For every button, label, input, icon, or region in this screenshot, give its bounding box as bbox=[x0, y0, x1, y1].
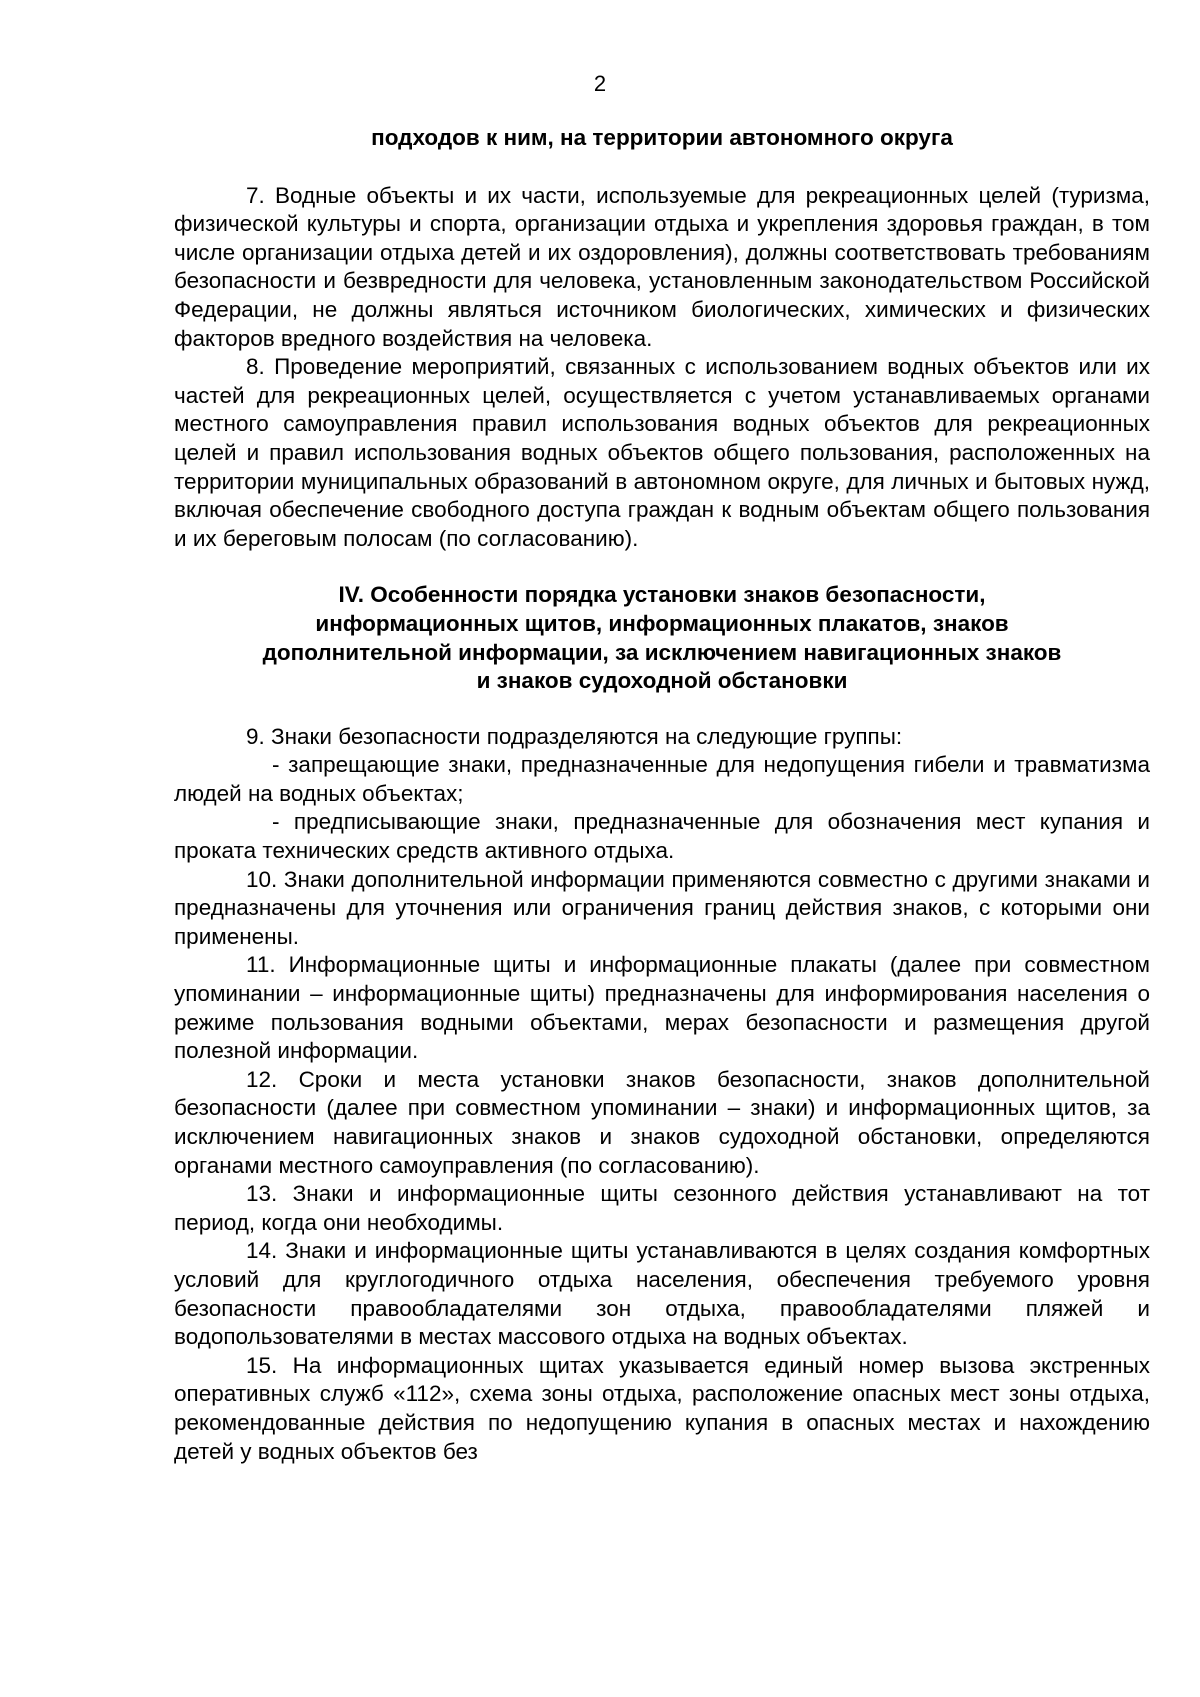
paragraph-group-signs bbox=[174, 723, 1150, 1466]
paragraph-8: 8. Проведение мероприятий, связанных с использованием водных объектов или их частей для рекреационных целей, осуществляется с учетом устанавливаемых органами местного самоуправления правил использования водных объектов для рекреационных целей и правил использования водных объектов общего пользования, расположенных на территории муниципальных образований в автономном округе, для личных и бытовых нужд, включая обеспечение свободного доступа граждан к водным объектам общего пользования и их береговым полосам (по согласованию). bbox=[174, 354, 1150, 551]
section-heading-continued: подходов к ним, на территории автономного округа bbox=[371, 125, 953, 150]
paragraph-group-recreation bbox=[174, 182, 1150, 554]
document-body bbox=[174, 124, 1150, 1466]
section-iv-heading-line: и знаков судоходной обстановки bbox=[476, 668, 848, 694]
paragraph-13: 13. Знаки и информационные щиты сезонного действия устанавливают на тот период, когда они необходимы. bbox=[174, 1181, 1150, 1235]
list-item-prescriptive-signs: - предписывающие знаки, предназначенные для обозначения мест купания и проката технических средств активного отдыха. bbox=[174, 809, 1150, 864]
section-iv-heading bbox=[174, 581, 1150, 695]
paragraph-10: 10. Знаки дополнительной информации применяются совместно с другими знаками и предназначены для уточнения или ограничения границ действия знаков, с которыми они применены. bbox=[174, 866, 1150, 949]
paragraph-14: 14. Знаки и информационные щиты устанавливаются в целях создания комфортных условий для круглогодичного отдыха населения, обеспечения требуемого уровня безопасности правообладателями зон отдыха, правообладателями пляжей и водопользователями в местах массового отдыха на водных объектах. bbox=[174, 1238, 1150, 1350]
list-item-prohibiting-signs: - запрещающие знаки, предназначенные для недопущения гибели и травматизма людей на водных объектах; bbox=[174, 752, 1150, 806]
paragraph-7: 7. Водные объекты и их части, используемые для рекреационных целей (туризма, физической культуры и спорта, организации отдыха и укрепления здоровья граждан, в том числе организации отдыха детей и их оздоровления), должны соответствовать требованиям безопасности и безвредности для человека, установленным законодательством Российской Федерации, не должны являться источником биологических, химических и физических факторов вредного воздействия на человека. bbox=[174, 182, 1150, 351]
section-iv-heading-line: IV. Особенности порядка установки знаков безопасности, bbox=[338, 582, 986, 608]
section-iv-heading-line: информационных щитов, информационных плакатов, знаков bbox=[315, 610, 1009, 636]
paragraph-11: 11. Информационные щиты и информационные плакаты (далее при совместном упоминании – информационные щиты) предназначены для информирования населения о режиме пользования водными объектами, мерах безопасности и размещения другой полезной информации. bbox=[174, 952, 1150, 1064]
paragraph-12: 12. Сроки и места установки знаков безопасности, знаков дополнительной безопасности (далее при совместном упоминании – знаки) и информационных щитов, за исключением навигационных знаков и знаков судоходной обстановки, определяются органами местного самоуправления (по согласованию). bbox=[174, 1066, 1150, 1178]
section-iv-heading-line: дополнительной информации, за исключением навигационных знаков bbox=[262, 639, 1062, 665]
paragraph-15: 15. На информационных щитах указывается единый номер вызова экстренных оперативных служб «112», схема зоны отдыха, расположение опасных мест зоны отдыха, рекомендованные действия по недопущению купания в опасных местах и нахождению детей у водных объектов без bbox=[174, 1352, 1150, 1464]
page-number: 2 bbox=[593, 71, 607, 96]
paragraph-9: 9. Знаки безопасности подразделяются на следующие группы: bbox=[246, 723, 903, 749]
